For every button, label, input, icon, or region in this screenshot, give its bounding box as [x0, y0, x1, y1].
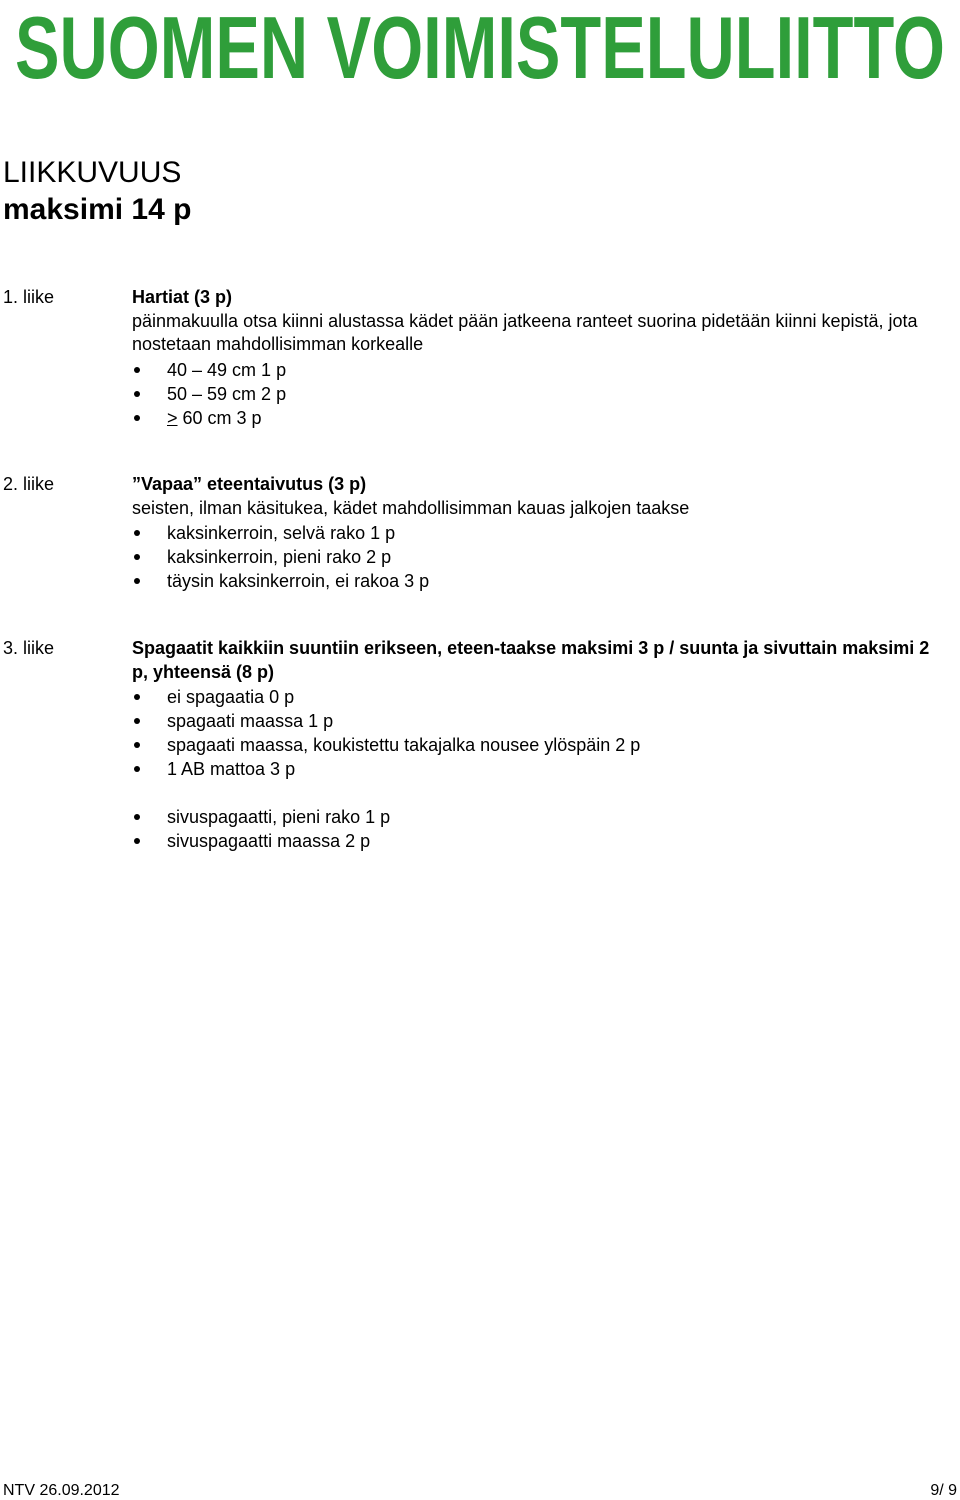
section-title: ”Vapaa” eteentaivutus (3 p) [132, 474, 367, 494]
section-description: päinmakuulla otsa kiinni alustassa kädet pään jatkeena ranteet suorina pidetään kiinni kepistä, jota nostetaan mahdollisimman korkealle [132, 310, 918, 354]
section-number: 2. liike [3, 474, 55, 494]
section-body [132, 637, 932, 853]
footer-doc-id: NTV 26.09.2012 [3, 1482, 120, 1499]
page-heading [3, 154, 191, 228]
list-item: spagaati maassa 1 p [132, 709, 932, 733]
list-item-text: 60 cm 3 p [182, 407, 262, 428]
section-description: seisten, ilman käsitukea, kädet mahdollisimman kauas jalkojen taakse [132, 497, 690, 518]
list-item: spagaati maassa, koukistettu takajalka nousee ylöspäin 2 p [132, 733, 932, 757]
score-list [132, 358, 922, 430]
list-item: kaksinkerroin, pieni rako 2 p [132, 545, 922, 569]
footer-page-number: 9/ 9 [930, 1482, 957, 1499]
side-split-list [132, 805, 932, 853]
section-number: 3. liike [3, 638, 55, 658]
org-logo-text [0, 0, 960, 86]
list-item: 50 – 59 cm 2 p [132, 382, 922, 406]
gte-symbol: > [167, 407, 178, 428]
page-subtitle: maksimi 14 p [3, 193, 192, 226]
list-item: 1 AB mattoa 3 p [132, 757, 932, 781]
list-item: täysin kaksinkerroin, ei rakoa 3 p [132, 569, 922, 593]
list-item: sivuspagaatti maassa 2 p [132, 829, 932, 853]
score-list [132, 521, 922, 593]
list-item: kaksinkerroin, selvä rako 1 p [132, 521, 922, 545]
score-list [132, 685, 932, 781]
list-item: 40 – 49 cm 1 p [132, 358, 922, 382]
list-item: sivuspagaatti, pieni rako 1 p [132, 805, 932, 829]
section-title: Hartiat (3 p) [132, 287, 233, 307]
page-title: LIIKKUVUUS [3, 156, 182, 189]
section-title: Spagaatit kaikkiin suuntiin erikseen, eteen-taakse maksimi 3 p / suunta ja sivuttain maksimi 2 p, yhteensä (8 p) [132, 638, 930, 682]
org-banner [0, 0, 960, 86]
section-body [132, 286, 922, 430]
list-item: ei spagaatia 0 p [132, 685, 932, 709]
org-name: SUOMEN VOIMISTELULIITTO [15, 0, 945, 86]
section-body [132, 473, 922, 593]
section-number: 1. liike [3, 287, 55, 307]
list-item [132, 406, 922, 430]
